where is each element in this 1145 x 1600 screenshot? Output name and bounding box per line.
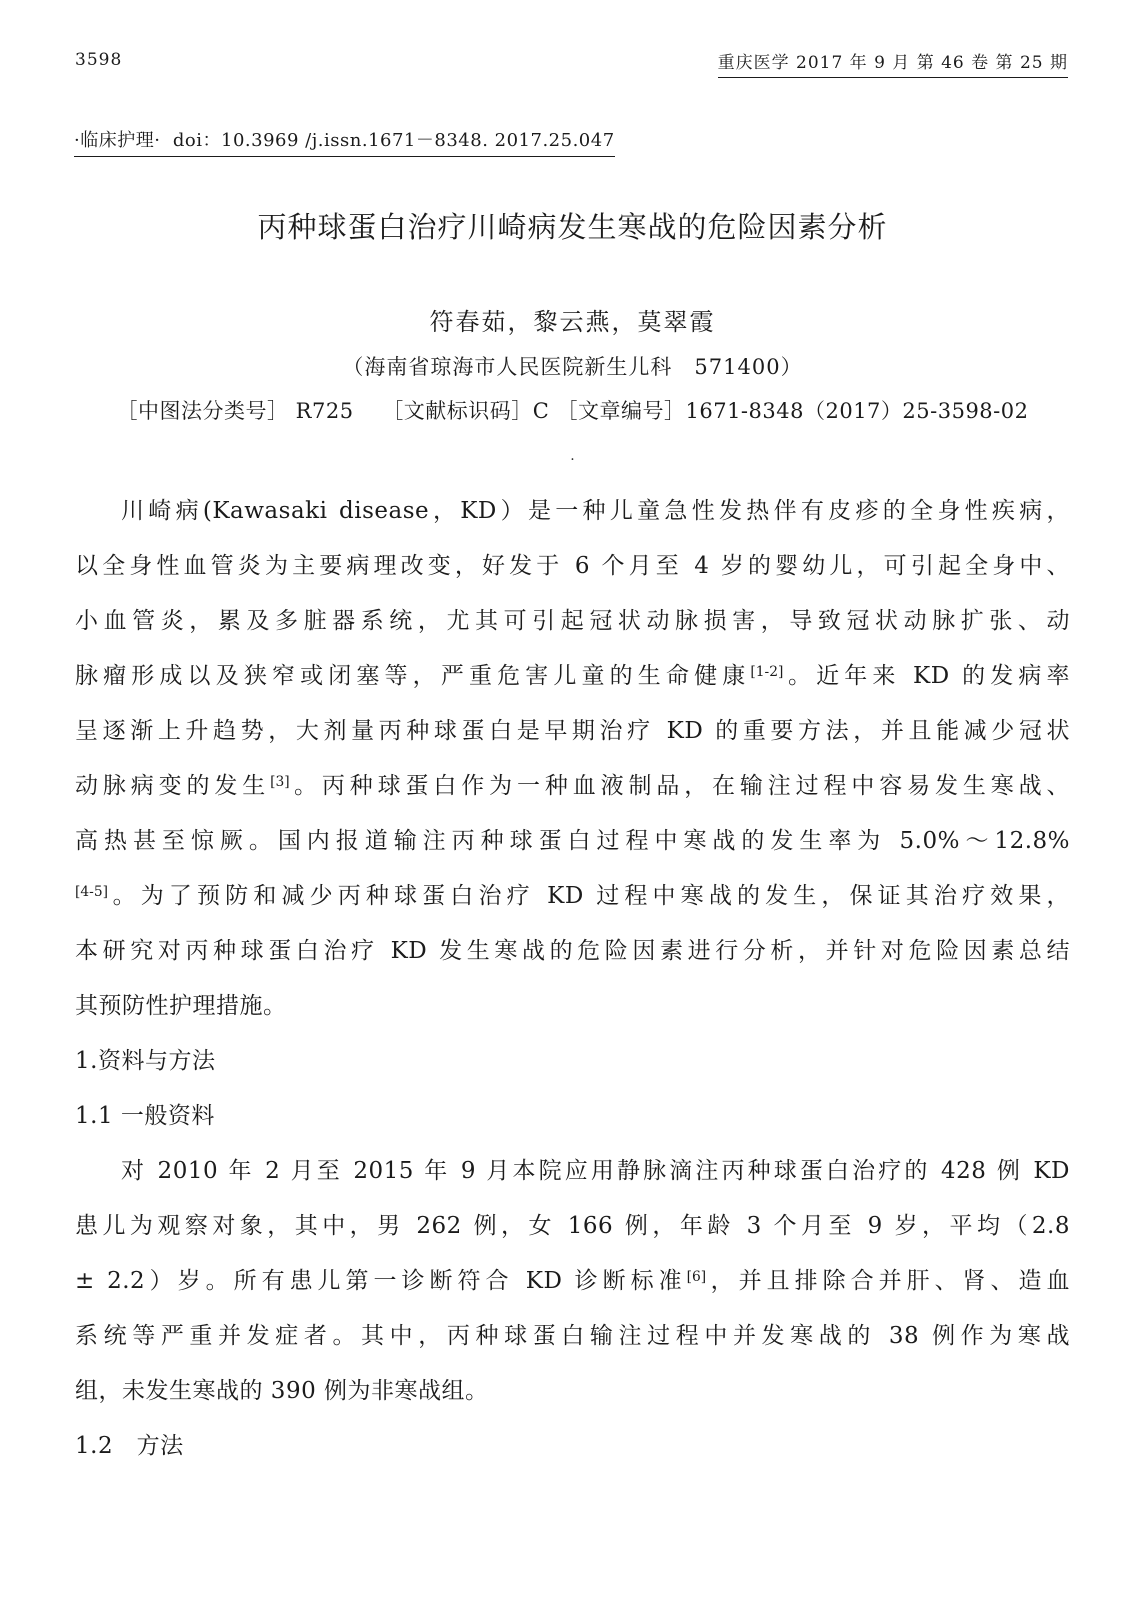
text-segment: 小血管炎，累及多脏器系统，尤其可引起冠状动脉损害，导致冠状动脉扩张、动 bbox=[75, 608, 1070, 634]
text-segment: 动脉病变的发生 bbox=[75, 773, 271, 799]
text-segment: 脉瘤形成以及狭窄或闭塞等，严重危害儿童的生命健康 bbox=[75, 663, 751, 689]
text-segment: 系统等严重并发症者。其中，丙种球蛋白输注过程中并发寒战的 38 例作为寒战 bbox=[75, 1323, 1070, 1349]
body-line bbox=[75, 924, 1070, 979]
text-segment: 川崎病(Kawasaki disease，KD）是一种儿童急性发热伴有皮疹的全身性疾病， bbox=[121, 498, 1070, 524]
text-segment: 对 2010 年 2 月至 2015 年 9 月本院应用静脉滴注丙种球蛋白治疗的 428 例 KD bbox=[121, 1158, 1070, 1184]
text-segment: 呈逐渐上升趋势，大剂量丙种球蛋白是早期治疗 KD 的重要方法，并且能减少冠状 bbox=[75, 718, 1070, 744]
page-number: 3598 bbox=[75, 50, 123, 70]
body-line bbox=[75, 1364, 1070, 1419]
body-line bbox=[75, 814, 1070, 869]
text-segment: ± 2.2）岁。所有患儿第一诊断符合 KD 诊断标准 bbox=[75, 1268, 687, 1294]
section-heading bbox=[75, 1419, 1070, 1474]
text-segment: 其预防性护理措施。 bbox=[75, 993, 287, 1019]
journal-issue-header: 重庆医学 2017 年 9 月 第 46 卷 第 25 期 bbox=[718, 48, 1068, 78]
column-doi-line: ·临床护理· doi：10.3969 /j.issn.1671－8348. 2017.25.047 bbox=[74, 126, 615, 157]
text-segment: 本研究对丙种球蛋白治疗 KD 发生寒战的危险因素进行分析，并针对危险因素总结 bbox=[75, 938, 1070, 964]
text-segment: 。为了预防和减少丙种球蛋白治疗 KD 过程中寒战的发生，保证其治疗效果， bbox=[107, 883, 1070, 909]
body-line bbox=[75, 869, 1070, 924]
body-line bbox=[75, 1309, 1070, 1364]
text-segment: 组，未发生寒战的 390 例为非寒战组。 bbox=[75, 1378, 489, 1404]
classification-line: ［中图法分类号］ R725 ［文献标识码］C ［文章编号］1671-8348（2017）25-3598-02 bbox=[116, 399, 1029, 423]
text-segment: 患儿为观察对象，其中，男 262 例，女 166 例，年龄 3 个月至 9 岁，平均（2.8 bbox=[75, 1213, 1070, 1239]
reference-superscript: [4-5] bbox=[75, 884, 108, 900]
text-segment: 。丙种球蛋白作为一种血液制品，在输注过程中容易发生寒战、 bbox=[289, 773, 1071, 799]
reference-superscript: [6] bbox=[686, 1269, 707, 1285]
body-line bbox=[75, 979, 1070, 1034]
separator-dot: · bbox=[570, 452, 575, 468]
text-segment: 1.1 一般资料 bbox=[75, 1103, 215, 1129]
body-line bbox=[75, 1199, 1070, 1254]
body-line bbox=[75, 1254, 1070, 1309]
text-segment: ，并且排除合并肝、肾、造血 bbox=[706, 1268, 1071, 1294]
body-line bbox=[75, 1144, 1070, 1199]
text-segment: 以全身性血管炎为主要病理改变，好发于 6 个月至 4 岁的婴幼儿，可引起全身中、 bbox=[75, 553, 1070, 579]
text-segment: 1.2 方法 bbox=[75, 1433, 184, 1459]
reference-superscript: [1-2] bbox=[750, 664, 784, 680]
reference-superscript: [3] bbox=[270, 774, 290, 790]
body-line bbox=[75, 704, 1070, 759]
affiliation-line: （海南省琼海市人民医院新生儿科 571400） bbox=[342, 355, 803, 379]
article-body bbox=[75, 484, 1070, 1474]
section-heading bbox=[75, 1034, 1070, 1089]
body-line bbox=[75, 484, 1070, 539]
body-line bbox=[75, 539, 1070, 594]
body-line bbox=[75, 594, 1070, 649]
body-line bbox=[75, 759, 1070, 814]
text-segment: 1.资料与方法 bbox=[75, 1048, 216, 1074]
body-line bbox=[75, 649, 1070, 704]
authors-line: 符春茹，黎云燕，莫翠霞 bbox=[429, 308, 716, 336]
text-segment: 高热甚至惊厥。国内报道输注丙种球蛋白过程中寒战的发生率为 5.0%～12.8% bbox=[75, 828, 1070, 854]
article-title: 丙种球蛋白治疗川崎病发生寒战的危险因素分析 bbox=[257, 210, 888, 244]
text-segment: 。近年来 KD 的发病率 bbox=[783, 663, 1071, 689]
section-heading bbox=[75, 1089, 1070, 1144]
